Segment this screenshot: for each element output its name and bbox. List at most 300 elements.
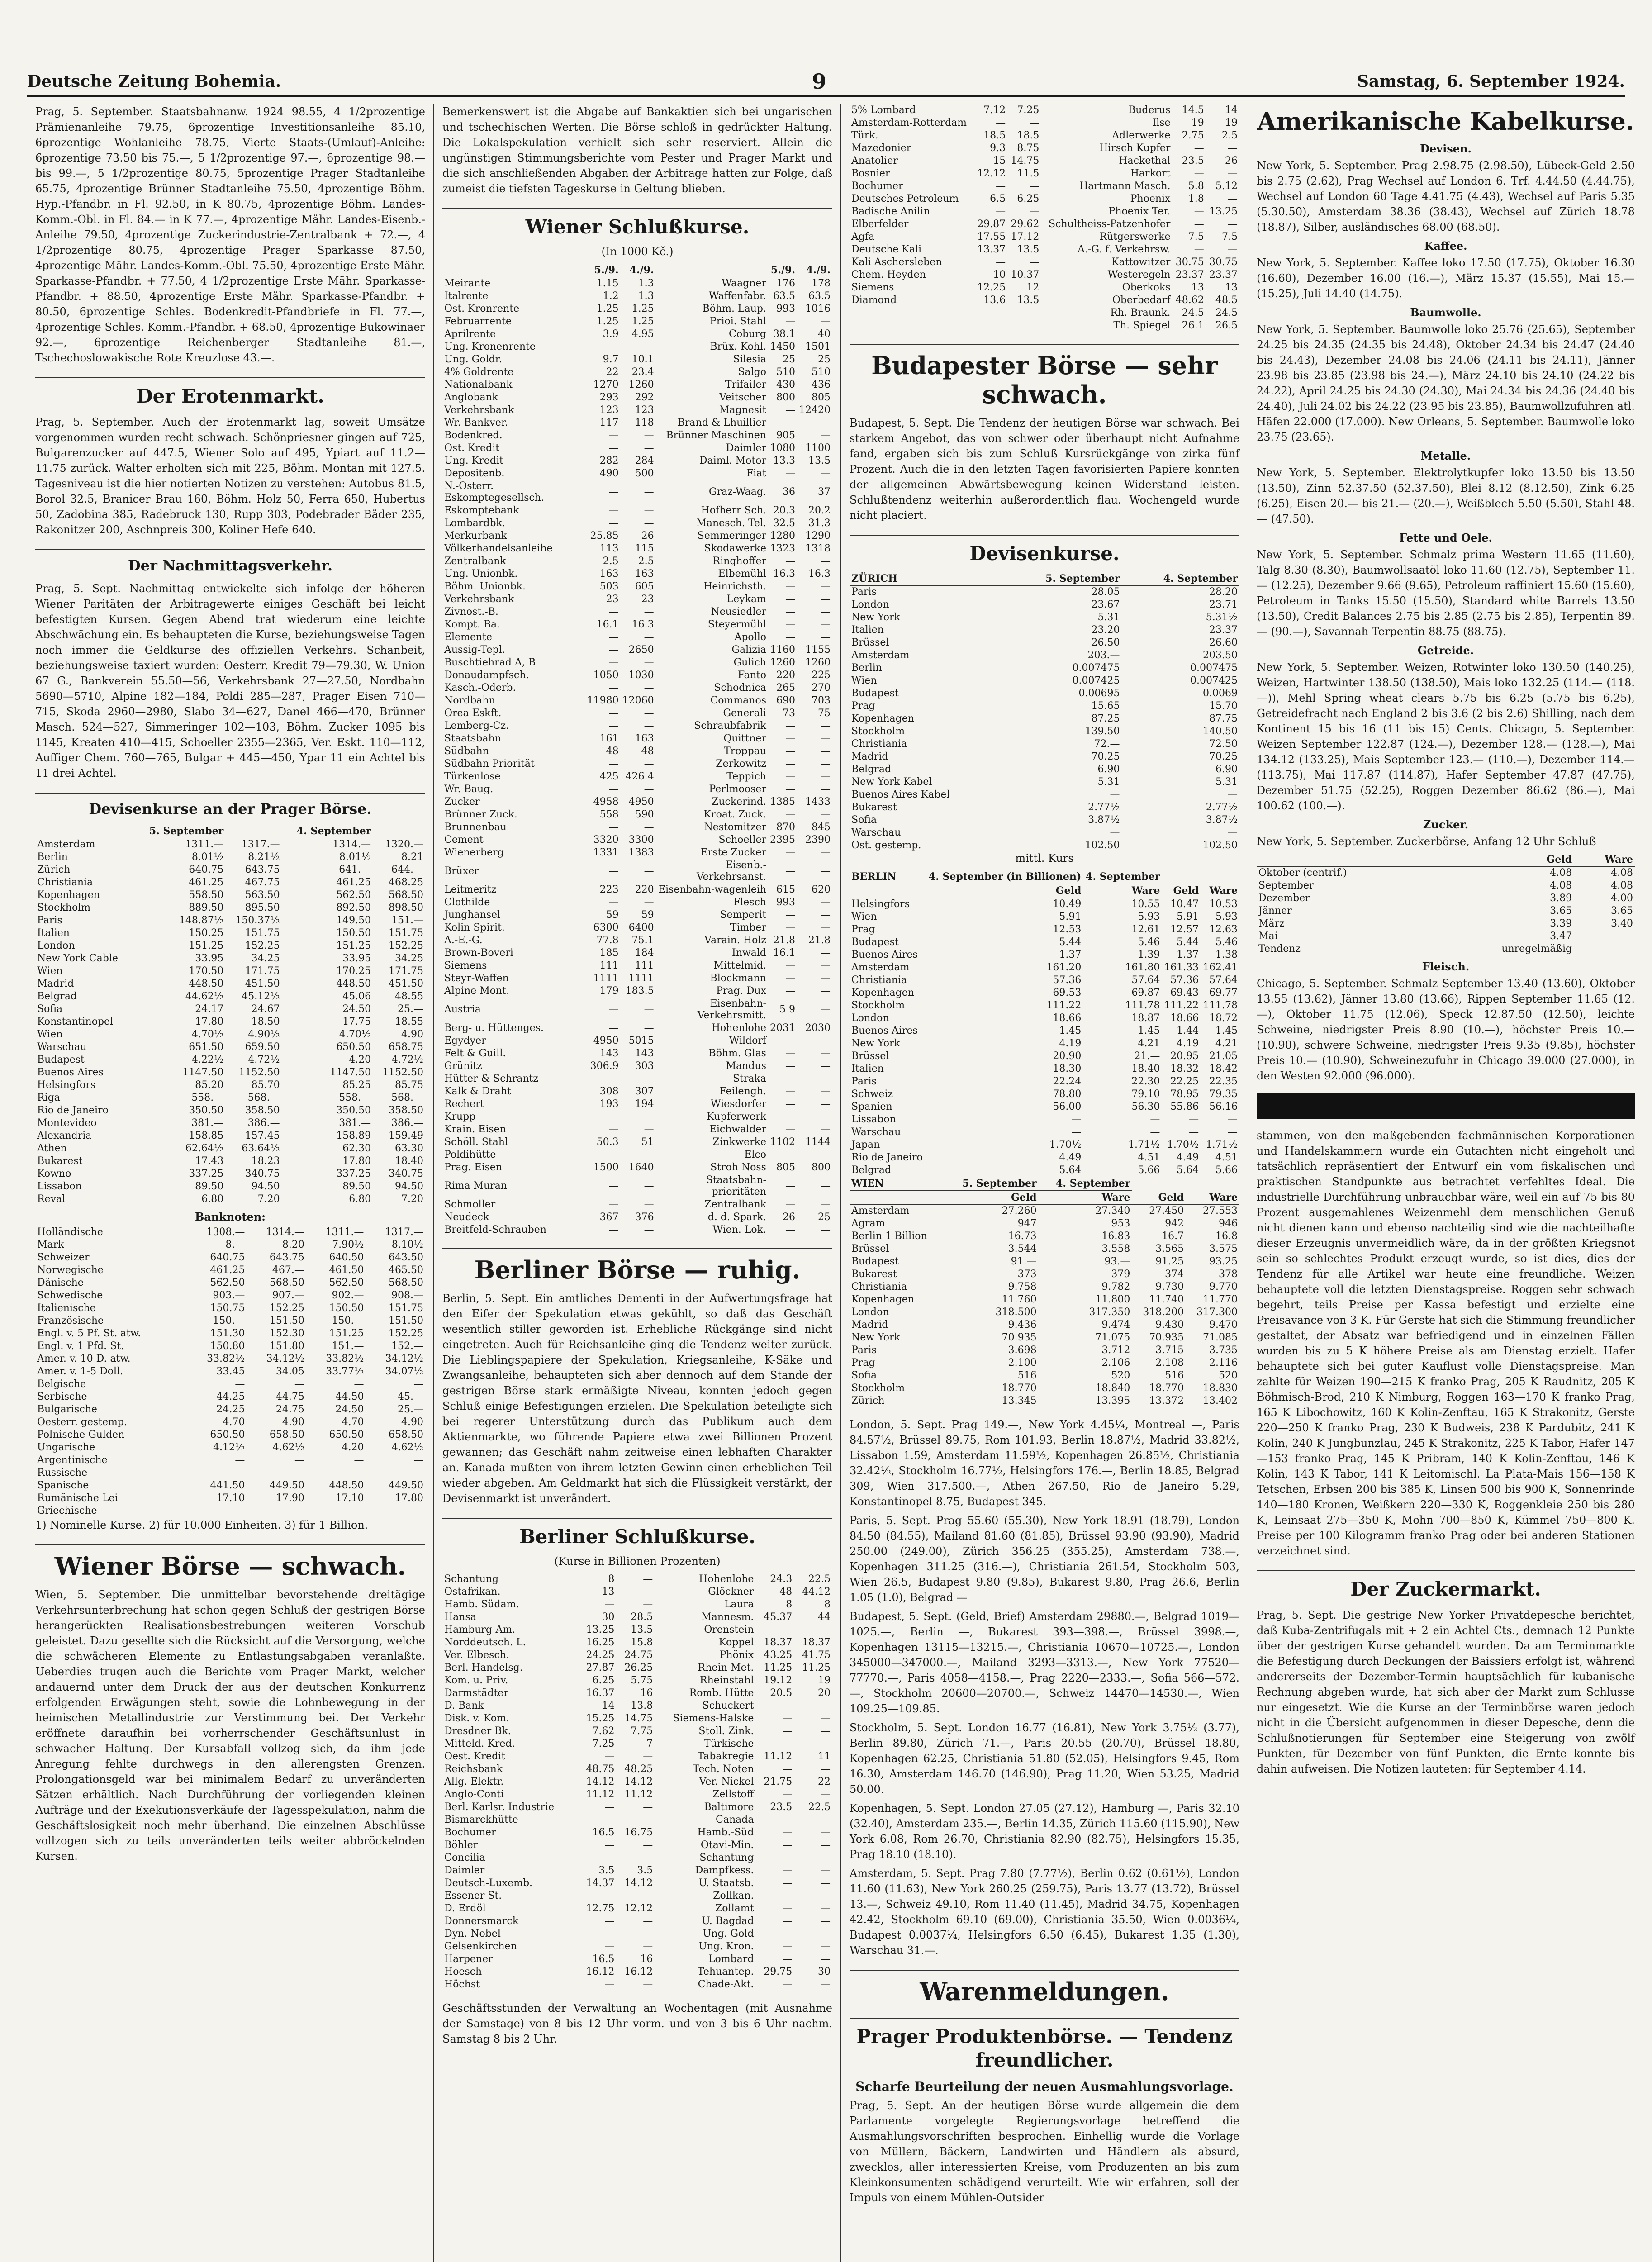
- vienna-close-row: [442, 922, 832, 934]
- berlin-fx-cell: London: [851, 1012, 889, 1024]
- vienna-close-cell: —: [821, 316, 831, 327]
- vienna-close-cell: 1111: [628, 973, 654, 984]
- wien-fx-cell: 18.840: [1095, 1383, 1130, 1394]
- fx-cell: 8.01½: [191, 851, 224, 863]
- vienna-close-cell: Stroh Noss: [710, 1162, 766, 1173]
- berlin-fx-cell: 1.44: [1177, 1025, 1199, 1036]
- vienna-close-row: [442, 1060, 832, 1073]
- vienna-close-cell: 117: [599, 417, 619, 428]
- berlin-fx-cell: 10.53: [1209, 898, 1238, 910]
- vienna-close-cell: Blockmann: [710, 973, 766, 984]
- vienna-close-cell: Fanto: [737, 670, 766, 681]
- wien-fx-cell: 318.200: [1143, 1307, 1184, 1318]
- zurich-table: [850, 572, 1239, 852]
- fx-cell: 895.50: [245, 902, 280, 913]
- fx-row: [35, 914, 425, 927]
- fx-cell: 467.75: [245, 877, 280, 888]
- misc-row: [850, 167, 1239, 180]
- fx-cell: 158.85: [189, 1130, 224, 1141]
- wien-fx-cell: 70.935: [1002, 1332, 1037, 1343]
- vienna-close-row: [442, 884, 832, 896]
- vienna-close-cell: 161: [599, 733, 619, 744]
- vienna-close-cell: Februarrente: [444, 316, 512, 327]
- berlin-fx-row: [850, 949, 1239, 961]
- banknote-cell: 4.12½: [213, 1442, 245, 1453]
- zurich-cell: 2.77½: [1088, 802, 1120, 813]
- banknote-cell: 17.10: [335, 1492, 364, 1504]
- vienna-close-cell: —: [785, 847, 795, 858]
- vienna-close-cell: —: [785, 985, 795, 997]
- berlin-close-cell: Schantung: [699, 1852, 754, 1863]
- berlin-fx-cell: 1.37: [1177, 949, 1199, 960]
- fx-cell: 448.50: [189, 978, 224, 989]
- vienna-close-row: [442, 568, 832, 580]
- vienna-close-header: [442, 263, 832, 277]
- cotton-label: Baumwolle.: [1410, 306, 1481, 319]
- wien-fx-row: [850, 1344, 1239, 1357]
- vienna-close-cell: 22: [606, 366, 619, 378]
- wien-fx-cell: Sofia: [851, 1370, 877, 1381]
- vienna-close-row: [442, 555, 832, 568]
- banknote-cell: 44.50: [335, 1391, 364, 1402]
- vienna-close-cell: 270: [812, 682, 831, 694]
- fx-cell: 85.75: [395, 1079, 423, 1091]
- vienna-close-cell: Steyr-Waffen: [444, 973, 509, 984]
- wien-fx-cell: Brüssel: [851, 1243, 889, 1255]
- zurich-row: [850, 789, 1239, 801]
- misc-cell: 5% Lombard: [851, 105, 916, 116]
- vienna-close-row: [442, 821, 832, 834]
- vienna-close-cell: —: [644, 430, 654, 441]
- vienna-close-cell: 26: [782, 1212, 795, 1223]
- zurich-row: [850, 662, 1239, 675]
- fx-cell: Bukarest: [37, 1155, 83, 1167]
- sugar-cell: 4.08: [1611, 867, 1633, 879]
- vienna-close-cell: 111: [599, 960, 619, 971]
- zurich-cell: New York Kabel: [851, 776, 932, 788]
- vienna-close-cell: —: [821, 417, 831, 428]
- zurich-cell: 28.20: [1209, 586, 1238, 598]
- wien-fx-row: [850, 1255, 1239, 1268]
- sugar-cell: 3.65: [1550, 905, 1572, 917]
- fx-cell: 1152.50: [382, 1067, 423, 1078]
- banknote-cell: 151.50: [269, 1315, 304, 1326]
- vienna-close-cell: —: [608, 1124, 619, 1135]
- berlin-fx-cell: 1.37: [1059, 949, 1082, 960]
- wien-fx-row: [850, 1293, 1239, 1306]
- vienna-close-cell: —: [785, 1073, 795, 1084]
- fx-cell: 568.—: [247, 1092, 280, 1103]
- vienna-close-cell: —: [644, 606, 654, 618]
- fx-cell: 6.80: [201, 1193, 224, 1205]
- vienna-close-cell: 11980: [587, 695, 619, 706]
- vienna-close-cell: Mittelmid.: [713, 960, 766, 971]
- banknote-cell: —: [354, 1454, 364, 1466]
- foreign-note: London, 5. Sept. Prag 149.—, New York 4.45¼, Montreal —, Paris 84.57½, Brüssel 89.75, Rom 101.93, Berlin 18.87½, Madrid 33.82½, Lissabon 1.59, Amsterdam 11.59½, Kopenhagen 26.85½, Christiania 32.42½, Stockholm 16.77½, Helsingfors 176.—, Berlin 18.85, Belgrad 309, Wien 317.500.—, Athen 267.50, Rio de Janeiro 5.29, Konstantinopel 8.75, Budapest 345.: [850, 1418, 1239, 1508]
- vienna-close-cell: Skodawerke: [704, 543, 766, 554]
- vienna-close-cell: —: [644, 341, 654, 352]
- misc-row: [850, 104, 1239, 117]
- berlin-close-cell: —: [782, 1852, 793, 1863]
- berlin-close-cell: —: [821, 1789, 831, 1800]
- wien-fx-cell: 9.770: [1209, 1281, 1238, 1293]
- zurich-cell: Italien: [851, 624, 884, 636]
- misc-cell: 6.5: [990, 193, 1006, 204]
- berlin-close-cell: —: [643, 1599, 653, 1610]
- misc-cell: 12.25: [977, 282, 1006, 293]
- berlin-fx-header: [850, 870, 1239, 884]
- vienna-text: Wien, 5. September. Die unmittelbar bevorstehende dreitägige Verkehrsunterbrechung hat schon gegen Schluß der gestrigen Börse herangerückten Realisationsbestrebungen weiteren Vorschub geleistet. Dazu gesellte sich die Rücksicht auf die Versorgung, welche die schwächeren Elemente zu Entlastungsabgaben veranlaßte. Ueberdies trugen auch die Berichte vom Prager Markt, welcher andauernd unter dem Druck der aus der deutschen Konkurrenz erfolgenden Erwägungen steht, sowie die Lohnbewegung in der heimischen Metallindustrie zur Verstimmung bei. Der Verkehr eröffnete daraufhin bei vorherrschender Geschäftsunlust in schwacher Haltung. Der Kursabfall vollzog sich, da ihm jede Anregung fehlte durchwegs in den allerengsten Grenzen. Prolongationsgeld war bei minimalem Bedarf zu unveränderten Sätzen erhältlich. Nach Durchführung der vorliegenden kleinen Aufträge und der Exekutionsverkäufe der Tagesspekulation, nahm die Geschäftslosigkeit noch mehr überhand. Die einzelnen Abschlüsse vollzogen sich zu teils unveränderten teils weiter abbröckelnden Kursen.: [35, 1588, 425, 1863]
- berlin-close-cell: —: [643, 1928, 653, 1939]
- banknote-row: [35, 1391, 425, 1403]
- misc-cell: Harkort: [1130, 168, 1171, 179]
- fx-cell: 568.—: [391, 1092, 423, 1103]
- berlin-close-cell: Mannesm.: [701, 1611, 754, 1623]
- misc-cell: 14: [1225, 105, 1238, 116]
- berlin-fx-cell: 57.36: [1170, 974, 1199, 986]
- berlin-close-cell: —: [604, 1941, 615, 1952]
- misc-cell: —: [996, 117, 1006, 128]
- misc-cell: 7.25: [1017, 105, 1040, 116]
- vienna-close-cell: 1385: [769, 796, 795, 808]
- vienna-close-cell: 179: [599, 985, 619, 997]
- vienna-close-cell: 1280: [769, 530, 795, 542]
- paper-title: Deutsche Zeitung Bohemia.: [27, 72, 281, 91]
- fx-header: [35, 824, 425, 838]
- fx-row: [35, 1079, 425, 1092]
- fx-cell: 461.25: [336, 877, 371, 888]
- berlin-fx-cell: Brüssel: [851, 1050, 889, 1062]
- fx-cell: 337.25: [189, 1168, 224, 1179]
- fx-cell: 381.—: [191, 1117, 224, 1129]
- berlin-fx-cell: 56.00: [1053, 1101, 1082, 1112]
- fx-cell: 1317.—: [241, 839, 280, 850]
- vienna-close-cell: —: [644, 657, 654, 668]
- vienna-close-cell: —: [821, 1004, 831, 1015]
- misc-cell: 5.12: [1215, 181, 1238, 192]
- berlin-close-cell: 8: [786, 1599, 793, 1610]
- banknote-cell: 4.90: [282, 1416, 304, 1428]
- zurich-cell: Bukarest: [851, 802, 897, 813]
- vienna-close-cell: 1.25: [596, 316, 619, 327]
- vienna-close-cell: 178: [812, 278, 831, 289]
- continued-text: stammen, von den maßgebenden fachmännischen Korporationen und Handelskammern wurde ein Gutachten nicht eingeholt und tatsächlich repräsentiert der Entwurf ein vom fiskalischen und praktischen Standpunkte aus betrachtet verfehltes Ideal. Die industrielle Durchführung unbrauchbar wäre, weil ein auf 75 bis 80 Prozent ausgemahlenes Weizenmehl dem menschlichen Genuß nicht dienen kann und ebenso nachteilig sind wie die nachteilhafte dieser Erzeugnis unvermeidlich wäre, da in der größten Kriegsnot sein so schlechtes Produkt erzeugt wurde, so ist dies, dies der Tendenz für alle Artikel war heute eine freundliche. Weizen behauptete voll die letzten Dienstagspreise. Roggen sehr schwach begehrt, teils Preise per Kassa befestigt und erzielte eine Preisavance von 3 K. Für Gerste hat sich die Stimmung freundlicher gestaltet, der Absatz war befriedigend und in einzelnen Fällen wurden bis zu 5 K höhere Preise als am Dienstag erzielt. Hafer behauptete sich bei guter Kauflust volle Dienstagspreise. Man zahlte für Weizen 190—215 K franko Prag, 205 K Raudnitz, 205 K Böhmisch-Brod, 210 K Nimburg, Roggen 163—170 K franko Prag, 165 K Libochowitz, 160 K Kolin-Zenftau, 165 K Strakonitz, Gerste 220—250 K franko Prag, 230 K Budweis, 238 K Pardubitz, 241 K Kolin, 240 K Jungbunzlau, 245 K Strakonitz, 225 K Tabor, Hafer 147—153 franko Prag, 145 K Pribram, 140 K Kolin-Zenftau, 146 K Kolin, 143 K Tabor, 141 K Leitomischl. La Plata-Mais 156—158 K Tetschen, Erbsen 200 bis 385 K, Linsen 500 bis 900 K, Sonnenrinde 140—180 Kronen, Weißkern 220—330 K, Roggenkleie 250 bis 280 K, Leinsaat 275—350 K, Mohn 700—850 K, Kümmel 750—800 K. Preise per 100 Kilogramm franko Prag oder bei anderen Stationen verzeichnet sind.: [1257, 1129, 1635, 1557]
- vienna-close-cell: Schöll. Stahl: [444, 1136, 508, 1148]
- fx-cell: 157.45: [245, 1130, 280, 1141]
- fx-cell: 4.72½: [391, 1054, 423, 1065]
- vienna-close-row: [442, 770, 832, 783]
- fx-cell: 150.37½: [235, 915, 280, 926]
- misc-cell: Bochumer: [851, 181, 903, 192]
- fx-cell: 568.50: [389, 889, 423, 901]
- berlin-close-cell: U. Staatsb.: [698, 1877, 754, 1889]
- misc-cell: 23.37: [1209, 269, 1238, 280]
- vienna-close-cell: 4958: [593, 796, 619, 808]
- zurich-row: [850, 713, 1239, 725]
- berlin-close-cell: Donnersmarck: [444, 1915, 519, 1927]
- misc-cell: 29.62: [1011, 219, 1040, 230]
- berlin-fx-cell: Belgrad: [851, 1164, 892, 1176]
- berlin-close-cell: Oest. Kredit: [444, 1751, 506, 1762]
- banknote-row: [35, 1479, 425, 1492]
- berlin-fx-cell: 57.64: [1209, 974, 1238, 986]
- banknote-row: [35, 1492, 425, 1505]
- fx-cell: 48.55: [395, 991, 423, 1002]
- vienna-close-cell: —: [644, 1180, 654, 1192]
- meat-text: Chicago, 5. September. Schmalz September 13.40 (13.60), Oktober 13.55 (13.62), Jänner 13.80 (13.66), Rippen September 11.65 (12.—), Oktober 11.75 (12.06), Speck 12.87.50 (12.50), leichte Schweine, niedrigster Preis 8.90 (10.—), höchster Preis 10.— (10.90), schwere Schweine, niedrigster Preis 9.35 (9.85), höchster Preis 10.— (10.90), Schweinezufuhr in Chicago 39.000 (27.000), in den Westen 92.000 (96.000).: [1257, 977, 1635, 1082]
- fx-cell: Lissabon: [37, 1181, 82, 1192]
- banknote-cell: —: [294, 1378, 304, 1390]
- fx-cell: 149.50: [336, 915, 371, 926]
- berlin-close-cell: Lombard: [708, 1953, 754, 1965]
- fx-cell: 171.75: [389, 965, 423, 977]
- vienna-close-row: [442, 1224, 832, 1236]
- misc-cell: 7.5: [1188, 231, 1204, 242]
- misc-cell: Hirsch Kupfer: [1099, 143, 1171, 154]
- zurich-row: [850, 599, 1239, 611]
- misc-cell: —: [996, 181, 1006, 192]
- fx-header-cell: 5. September: [134, 824, 226, 838]
- fx-cell: Christiania: [37, 877, 93, 888]
- vienna-close-cell: Rima Muran: [444, 1180, 508, 1192]
- banknote-row: [35, 1264, 425, 1277]
- berlin-fx-row: [850, 987, 1239, 999]
- vienna-close-cell: 5015: [628, 1035, 654, 1046]
- berlin-fx-cell: —: [1189, 1126, 1199, 1138]
- vienna-close-cell: 1331: [593, 847, 619, 858]
- vienna-close-cell: 307: [635, 1086, 654, 1097]
- wien-fx-cell: Kopenhagen: [851, 1294, 914, 1305]
- berlin-text: Berlin, 5. Sept. Ein amtliches Dementi in der Aufwertungsfrage hat den Eifer der Spekulation etwas gekühlt, so daß das Geschäft wesentlich stiller geworden ist. Erhebliche Rückgänge sind nicht eingetreten. Auch für Reichsanleihe ging die Tendenz weiter zurück. Die Lieblingspapiere der Spekulation, Kriegsanleihe, K-Säke und Zwangsanleihe, behaupteten sich aber dennoch auf dem Stande der gestrigen Börse stark ermäßigte Niveau, konnten jedoch gegen Schluß einige Befestigungen erzielen. Die Spekulation beteiligte sich bei regerer Unterstützung durch das Publikum auch dem Aktienmarkte, wo führende Papiere etwa zwei Billionen Prozent gewannen; das Geschäft nahm zeitweise einen lebhaften Charakter an. Kanada mußten von ihrem letzten Gewinn einen erheblichen Teil wieder abgeben. Am Geldmarkt hat sich die Flüssigkeit verstärkt, der Devisenmarkt ist unverändert.: [442, 1292, 832, 1505]
- fx-cell: 151.75: [389, 927, 423, 939]
- vienna-close-cell: 590: [635, 809, 654, 820]
- banknote-cell: 908.—: [391, 1290, 423, 1301]
- wien-fx-cell: 9.782: [1101, 1281, 1130, 1293]
- fx-header-cell: [35, 824, 134, 838]
- banknote-cell: 640.75: [210, 1252, 245, 1263]
- vienna-close-cell: 220: [776, 670, 795, 681]
- berlin-close-cell: —: [782, 1725, 793, 1737]
- banknote-cell: 449.50: [269, 1480, 304, 1491]
- metals-text: New York, 5. September. Elektrolytkupfer loko 13.50 bis 13.50 (13.50), Zinn 52.37.50 (52.37.50), Blei 8.12 (8.12.50), Zink 6.25 (6.25), Eisen 20.— bis 21.— (20.—), Weißblech 5.50 (5.50), Stahl 48.— (47.50).: [1257, 466, 1635, 525]
- berlin-close-cell: —: [782, 1928, 793, 1939]
- vienna-close-cell: —: [785, 606, 795, 618]
- berlin-fx-row: [850, 898, 1239, 911]
- fx-cell: 150.50: [336, 927, 371, 939]
- vienna-close-cell: —: [821, 973, 831, 984]
- berlin-close-cell: 13.8: [631, 1700, 653, 1711]
- berlin-fx-sub-header-cell: Geld: [925, 884, 1083, 898]
- fx-cell: 358.50: [389, 1105, 423, 1116]
- vienna-close-cell: 615: [776, 884, 795, 895]
- sugar-cell: 3.89: [1550, 893, 1572, 904]
- berlin-fx-cell: —: [1189, 1114, 1199, 1125]
- vienna-close-cell: —: [785, 1086, 795, 1097]
- zurich-cell: 140.50: [1203, 726, 1238, 737]
- misc-cell: Phoenix: [1130, 193, 1171, 204]
- vienna-close-cell: Kupferwerk: [707, 1111, 766, 1122]
- vienna-close-cell: Zentralbank: [444, 556, 506, 567]
- banknote-cell: Griechische: [37, 1505, 97, 1516]
- fx-row: [35, 1168, 425, 1180]
- misc-cell: Anatolier: [851, 155, 898, 166]
- vienna-close-cell: 59: [606, 909, 619, 921]
- berlin-close-cell: 7.62: [592, 1725, 615, 1737]
- berlin-close-cell: 16.12: [586, 1966, 615, 1977]
- vienna-close-cell: 500: [635, 468, 654, 479]
- berlin-fx-cell: 10.49: [1053, 898, 1082, 910]
- berlin-close-cell: 27.87: [586, 1662, 615, 1673]
- wien-fx-row: [850, 1382, 1239, 1395]
- vienna-close-cell: 2030: [805, 1022, 831, 1034]
- vienna-close-row: [442, 732, 832, 745]
- berlin-close-cell: —: [821, 1624, 831, 1635]
- banknote-row: [35, 1441, 425, 1454]
- wien-fx-row: [850, 1205, 1239, 1218]
- fx-cell: 1147.50: [182, 1067, 224, 1078]
- misc-cell: 6.25: [1017, 193, 1040, 204]
- berlin-close-cell: 16: [640, 1687, 653, 1699]
- fx-header-cell: [373, 824, 425, 838]
- vienna-close-cell: —: [821, 809, 831, 820]
- zurich-subtitle: mittl. Kurs: [1015, 852, 1074, 865]
- berlin-fx-cell: 79.35: [1209, 1088, 1238, 1100]
- sugar-cell: Dezember: [1258, 893, 1310, 904]
- fx-row: [35, 1193, 425, 1206]
- berlin-close-cell: Tehuantep.: [697, 1966, 754, 1977]
- misc-cell: Türk.: [851, 130, 878, 141]
- berlin-close-cell: 20: [818, 1687, 831, 1699]
- zurich-cell: Sofia: [851, 814, 877, 826]
- zurich-row: [850, 586, 1239, 599]
- berlin-fx-row: [850, 936, 1239, 949]
- sugar-cell: 3.39: [1550, 918, 1572, 929]
- wien-fx-row: [850, 1319, 1239, 1331]
- vienna-close-cell: Breitfeld-Schrauben: [444, 1224, 546, 1236]
- foreign-note: Amsterdam, 5. Sept. Prag 7.80 (7.77½), Berlin 0.62 (0.61½), London 11.60 (11.63), New York 260.25 (259.75), Paris 13.77 (13.72), Brüssel 13.—, Schweiz 49.10, Rom 11.40 (11.45), Madrid 34.75, Kopenhagen 42.42, Stockholm 69.10 (69.00), Christiania 35.50, Wien 0.0036¼, Budapest 0.0037¼, Helsingfors 6.50 (6.45), Bukarest 1.35 (1.30), Warschau 31.—.: [850, 1867, 1239, 1957]
- vienna-close-cell: Brunnenbau: [444, 822, 507, 833]
- berlin-fx-cell: 1.38: [1215, 949, 1238, 960]
- berlin-close-cell: Darmstädter: [444, 1687, 508, 1699]
- berlin-close-cell: Otavi-Min.: [700, 1839, 754, 1851]
- misc-cell: —: [1194, 219, 1204, 230]
- berlin-close-cell: 11.12: [624, 1789, 653, 1800]
- berlin-close-cell: 14.37: [586, 1877, 615, 1889]
- vienna-close-cell: —: [785, 809, 795, 820]
- vienna-close-cell: Generali: [723, 708, 766, 719]
- zurich-cell: 23.37: [1209, 624, 1238, 636]
- berlin-close-cell: —: [821, 1865, 831, 1876]
- berlin-fx-cell: 1.70½: [1049, 1139, 1082, 1150]
- vienna-close-cell: —: [821, 960, 831, 971]
- wien-fx-cell: 3.544: [1008, 1243, 1037, 1255]
- berlin-fx-cell: 69.77: [1209, 987, 1238, 998]
- vienna-close-cell: Orea Eskft.: [444, 708, 502, 719]
- wien-fx-cell: 2.106: [1101, 1357, 1130, 1369]
- vienna-close-cell: 308: [599, 1086, 619, 1097]
- misc-cell: 24.5: [1182, 307, 1204, 318]
- vienna-close-cell: Kolin Spirit.: [444, 922, 505, 933]
- berlin-close-cell: 19.12: [764, 1675, 793, 1686]
- berlin-fx-cell: 12.53: [1053, 924, 1082, 935]
- vienna-close-cell: —: [821, 897, 831, 908]
- berlin-fx-cell: 21.—: [1134, 1050, 1160, 1062]
- berlin-close-cell: Dyn. Nobel: [444, 1928, 501, 1939]
- banknote-row: [35, 1251, 425, 1264]
- berlin-close-cell: Hamb. Südam.: [444, 1599, 519, 1610]
- vienna-close-cell: 426.4: [625, 771, 654, 782]
- vienna-close-row: [442, 1161, 832, 1174]
- berlin-fx-cell: 57.36: [1053, 974, 1082, 986]
- vienna-close-cell: 16.1: [596, 619, 619, 630]
- berlin-close-cell: 30: [818, 1966, 831, 1977]
- wien-fx-sub-header-cell: Geld: [945, 1191, 1039, 1205]
- fx-cell: 94.50: [395, 1181, 423, 1192]
- vienna-close-cell: Eichwalder: [709, 1124, 766, 1135]
- vienna-close-cell: —: [644, 1199, 654, 1210]
- vienna-close-cell: Verkehrsbank: [444, 594, 514, 605]
- zurich-cell: 5.31: [1097, 612, 1120, 623]
- wien-fx-row: [850, 1230, 1239, 1243]
- foreign-note: Stockholm, 5. Sept. London 16.77 (16.81), New York 3.75½ (3.77), Berlin 89.80, Zürich 71.—, Paris 20.55 (20.70), Brüssel 18.80, Kopenhagen 62.25, Christiania 51.80 (52.05), Helsingfors 9.45, Rom 16.30, Amsterdam 146.70 (146.90), Prag 11.20, Wien 53.25, Madrid 50.00.: [850, 1721, 1239, 1796]
- berlin-fx-row: [850, 1050, 1239, 1063]
- vienna-close-cell: Elco: [744, 1149, 766, 1160]
- vienna-close-cell: 1102: [769, 1136, 795, 1148]
- vienna-close-row: [442, 580, 832, 593]
- misc-cell: 14.75: [1011, 155, 1040, 166]
- berlin-close-cell: —: [821, 1890, 831, 1901]
- banknote-cell: Belgische: [37, 1378, 86, 1390]
- vienna-close-cell: N.-Osterr. Eskomptegesellsch.: [444, 480, 544, 504]
- berlin-close-cell: Schuckert: [702, 1700, 754, 1711]
- vienna-close-row: [442, 1211, 832, 1224]
- banknote-cell: 152.—: [391, 1340, 423, 1352]
- berlin-fx-cell: 18.72: [1209, 1012, 1238, 1024]
- berlin-close-cell: —: [782, 1979, 793, 1990]
- banknote-cell: 151.30: [210, 1328, 245, 1339]
- banknote-cell: 465.50: [389, 1264, 423, 1276]
- vienna-close-cell: 225: [812, 670, 831, 681]
- berlin-close-cell: Disk. v. Kom.: [444, 1713, 510, 1724]
- zurich-cell: 26.50: [1091, 637, 1120, 648]
- berlin-close-cell: Hansa: [444, 1611, 476, 1623]
- misc-cell: 13.37: [977, 244, 1006, 255]
- fats-label: Fette und Oele.: [1399, 531, 1492, 544]
- fx-cell: 650.50: [336, 1041, 371, 1053]
- fx-cell: 1311.—: [185, 839, 224, 850]
- vienna-close-cell: 12420: [799, 404, 831, 416]
- banknote-cell: —: [354, 1505, 364, 1516]
- misc-cell: 13.6: [983, 295, 1006, 306]
- misc-row: [850, 142, 1239, 155]
- wien-fx-sub-header-cell: Ware: [1039, 1191, 1132, 1205]
- vienna-close-cell: 123: [599, 404, 619, 416]
- berlin-close-cell: 5.75: [631, 1675, 653, 1686]
- fx-row: [35, 965, 425, 978]
- sugar-cell: 3.40: [1611, 918, 1633, 929]
- banknote-cell: 45.—: [398, 1391, 423, 1402]
- zurich-row: [850, 839, 1239, 852]
- berlin-close-cell: Ung. Kron.: [698, 1941, 754, 1952]
- zurich-cell: Wien: [851, 675, 877, 686]
- banknote-cell: 1311.—: [325, 1226, 364, 1238]
- vienna-close-cell: Brünner Zuck.: [444, 809, 517, 820]
- berlin-close-cell: Höchst: [444, 1979, 480, 1990]
- berlin-close-row: [442, 1586, 832, 1598]
- berlin-fx-cell: 1.71½: [1206, 1139, 1238, 1150]
- vienna-close-cell: —: [785, 1098, 795, 1110]
- vienna-close-cell: Böhm. Unionbk.: [444, 581, 526, 592]
